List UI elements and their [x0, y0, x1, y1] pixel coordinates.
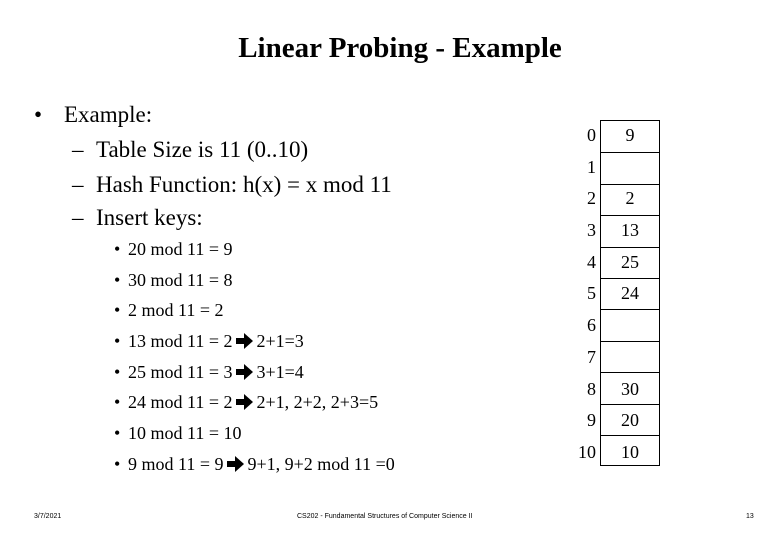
slot-value: 30	[621, 378, 639, 399]
insert-keys-list	[114, 234, 395, 480]
footer-page-number: 13	[746, 513, 754, 520]
slot-value: 10	[621, 441, 639, 462]
sub-item-insert-keys	[72, 202, 203, 234]
sub-item-table-size	[72, 134, 308, 166]
slot-index: 3	[587, 220, 596, 241]
sub-item-text: Insert keys:	[96, 205, 203, 230]
slot-value	[600, 310, 660, 342]
probe-text: 9+1, 9+2 mod 11 =0	[247, 453, 395, 474]
slot-value: 9	[625, 125, 635, 145]
key-text: 24 mod 11 = 2	[128, 392, 233, 413]
key-dot: •	[114, 453, 121, 474]
right-arrow-icon	[227, 456, 244, 472]
key-dot: •	[114, 361, 121, 382]
footer-course: CS202 - Fundamental Structures of Computer Science II	[297, 513, 473, 520]
key-text: 20 mod 11 = 9	[128, 239, 233, 259]
slot-value	[600, 342, 660, 374]
key-dot: •	[114, 331, 121, 352]
bullet-dot: •	[34, 102, 43, 127]
slide-title: Linear Probing - Example	[238, 32, 562, 64]
slot-index: 6	[587, 315, 596, 336]
right-arrow-icon	[236, 394, 253, 410]
key-item	[114, 295, 395, 326]
sub-item-hash-function	[72, 169, 392, 201]
dash: –	[72, 172, 84, 197]
footer-date: 3/7/2021	[34, 513, 62, 520]
key-text: 9 mod 11 = 9	[128, 453, 224, 474]
key-item	[114, 265, 395, 296]
key-text: 30 mod 11 = 8	[128, 269, 233, 290]
probe-text: 2+1=3	[256, 331, 304, 352]
slot-index: 5	[587, 283, 596, 304]
key-dot: •	[114, 423, 121, 444]
slot-index: 2	[587, 188, 596, 209]
key-text: 10 mod 11 = 10	[128, 423, 242, 444]
slot-value: 13	[621, 220, 639, 241]
dash: –	[72, 137, 84, 162]
main-bullet-text: Example:	[64, 102, 153, 127]
slot-index: 8	[587, 378, 596, 399]
key-dot: •	[114, 300, 121, 321]
slot-value	[600, 152, 660, 184]
slot-index: 7	[587, 346, 596, 367]
probe-text: 2+1, 2+2, 2+3=5	[256, 392, 379, 413]
sub-item-text: Table Size is 11 (0..10)	[96, 137, 309, 162]
probe-text: 3+1=4	[256, 361, 304, 382]
key-item	[114, 449, 395, 480]
key-item	[114, 234, 395, 265]
dash: –	[72, 205, 84, 230]
key-item	[114, 387, 395, 418]
slot-index: 4	[587, 251, 596, 272]
key-item	[114, 326, 395, 357]
right-arrow-icon	[236, 364, 253, 380]
sub-item-text: Hash Function: h(x) = x mod 11	[96, 172, 392, 197]
slot-value: 2	[625, 188, 635, 209]
slot-value: 20	[621, 410, 639, 431]
key-dot: •	[114, 392, 121, 413]
slot-index: 1	[587, 156, 596, 177]
slot-value: 24	[621, 283, 639, 304]
slot-index: 9	[587, 410, 596, 431]
key-text: 2 mod 11 = 2	[128, 300, 224, 321]
key-dot: •	[114, 269, 121, 290]
key-dot: •	[114, 239, 121, 259]
slot-value: 25	[621, 251, 639, 272]
slot-index: 10	[578, 441, 596, 462]
key-item	[114, 357, 395, 388]
key-text: 13 mod 11 = 2	[128, 331, 233, 352]
key-text: 25 mod 11 = 3	[128, 361, 233, 382]
key-item	[114, 418, 395, 449]
slot-index: 0	[587, 125, 596, 145]
right-arrow-icon	[236, 333, 253, 349]
main-bullet	[34, 99, 152, 131]
